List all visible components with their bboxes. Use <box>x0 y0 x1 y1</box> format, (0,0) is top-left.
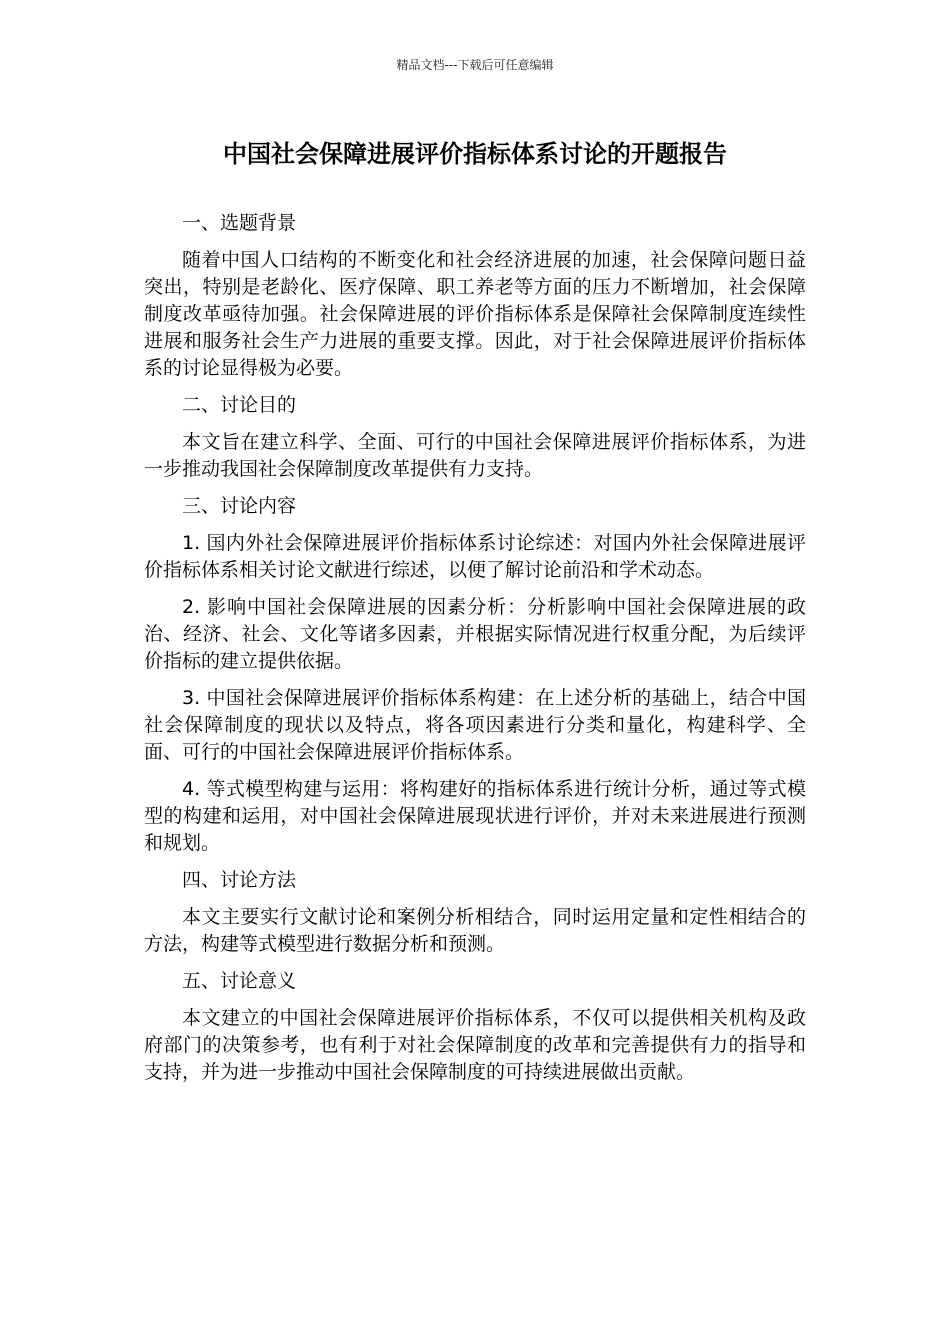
paragraph-purpose: 本文旨在建立科学、全面、可行的中国社会保障进展评价指标体系，为进一步推动我国社会保障制度改革提供有力支持。 <box>144 431 806 480</box>
list-item-content-1: 1. 国内外社会保障进展评价指标体系讨论综述：对国内外社会保障进展评价指标体系相关讨论文献进行综述，以便了解讨论前沿和学术动态。 <box>144 532 806 581</box>
section-heading-method: 四、讨论方法 <box>182 869 297 891</box>
list-item-content-3: 3. 中国社会保障进展评价指标体系构建：在上述分析的基础上，结合中国社会保障制度的现状以及特点，将各项因素进行分类和量化，构建科学、全面、可行的中国社会保障进展评价指标体系。 <box>144 687 806 763</box>
section-heading-significance: 五、讨论意义 <box>182 970 297 992</box>
paragraph-background: 随着中国人口结构的不断变化和社会经济进展的加速，社会保障问题日益突出，特别是老龄化、医疗保障、职工养老等方面的压力不断增加，社会保障制度改革亟待加强。社会保障进展的评价指标体系是保障社会保障制度连续性进展和服务社会生产力进展的重要支撑。因此，对于社会保障进展评价指标体系的讨论显得极为必要。 <box>144 249 806 379</box>
list-item-content-4: 4. 等式模型构建与运用：将构建好的指标体系进行统计分析，通过等式模型的构建和运用，对中国社会保障进展现状进行评价，并对未来进展进行预测和规划。 <box>144 778 806 854</box>
section-heading-content: 三、讨论内容 <box>182 495 297 517</box>
section-heading-purpose: 二、讨论目的 <box>182 394 297 416</box>
page-header: 精品文档---下载后可任意编辑 <box>396 58 554 72</box>
list-item-content-2: 2. 影响中国社会保障进展的因素分析：分析影响中国社会保障进展的政治、经济、社会、文化等诸多因素，并根据实际情况进行权重分配，为后续评价指标的建立提供依据。 <box>144 596 806 672</box>
paragraph-significance: 本文建立的中国社会保障进展评价指标体系，不仅可以提供相关机构及政府部门的决策参考，也有利于对社会保障制度的改革和完善提供有力的指导和支持，并为进一步推动中国社会保障制度的可持续进展做出贡献。 <box>144 1007 806 1083</box>
paragraph-method: 本文主要实行文献讨论和案例分析相结合，同时运用定量和定性相结合的方法，构建等式模型进行数据分析和预测。 <box>144 906 806 955</box>
document-title: 中国社会保障进展评价指标体系讨论的开题报告 <box>223 140 727 168</box>
section-heading-background: 一、选题背景 <box>182 212 297 234</box>
document-body <box>144 210 806 1096</box>
